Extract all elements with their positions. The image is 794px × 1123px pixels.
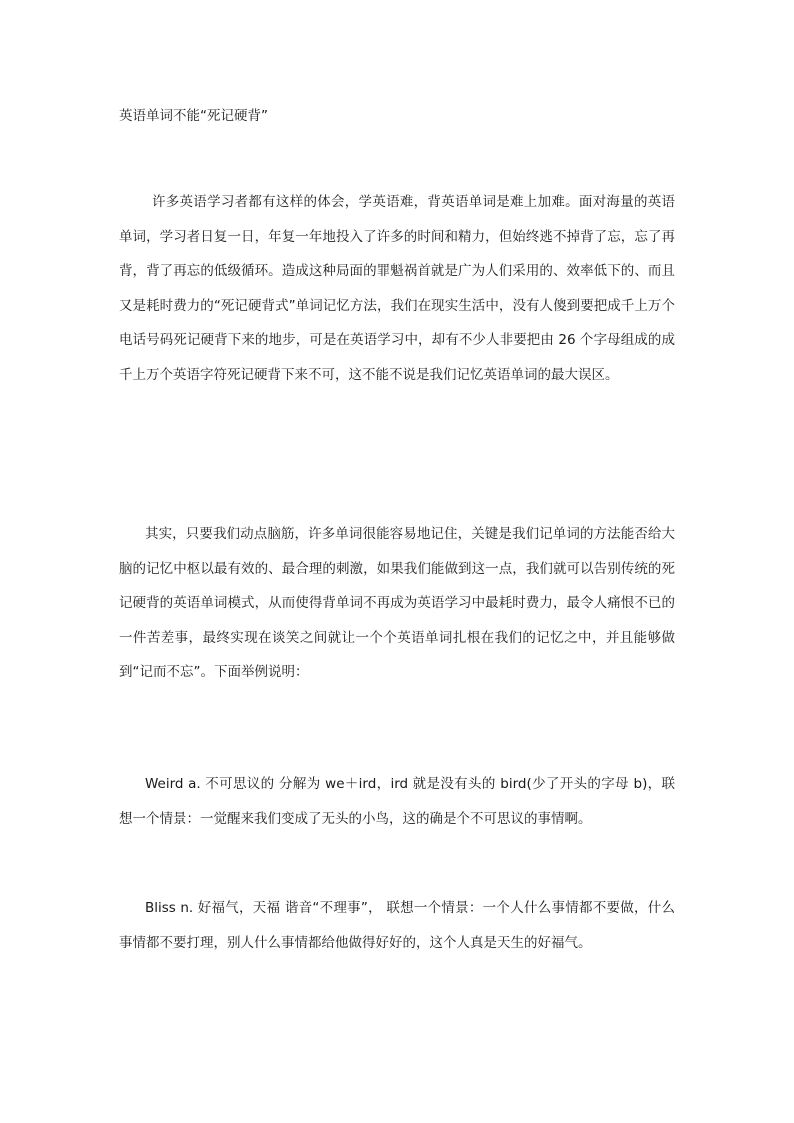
paragraph-intro: 许多英语学习者都有这样的体会，学英语难，背英语单词是难上加难。面对海量的英语单词，学习者日复一日，年复一年地投入了许多的时间和精力，但始终逃不掉背了忘，忘了再背，背了再忘的低级循环。造成这种局面的罪魁祸首就是广为人们采用的、效率低下的、而且又是耗时费力的“死记硬背式”单词记忆方法，我们在现实生活中，没有人傻到要把成千上万个电话号码死记硬背下来的地步，可是在英语学习中，却有不少人非要把由 26 个字母组成的成千上万个英语字符死记硬背下来不可，这不能不说是我们记忆英语单词的最大误区。 (119, 194, 675, 383)
paragraph-example-bliss: Bliss n. 好福气，天福 谐音“不理事”， 联想一个情景：一个人什么事情都不要做，什么事情都不要打理，别人什么事情都给他做得好好的，这个人真是天生的好福气。 (119, 900, 675, 951)
paragraph-example-weird: Weird a. 不可思议的 分解为 we＋ird，ird 就是没有头的 bird(少了开头的字母 b)，联想一个情景：一觉醒来我们变成了无头的小鸟，这的确是个不可思议的事情啊。 (119, 776, 675, 827)
paragraph-method: 其实，只要我们动点脑筋，许多单词很能容易地记住，关键是我们记单词的方法能否给大脑的记忆中枢以最有效的、最合理的刺激，如果我们能做到这一点，我们就可以告别传统的死记硬背的英语单词模式，从而使得背单词不再成为英语学习中最耗时费力，最令人痛恨不已的一件苦差事，最终实现在谈笑之间就让一个个英语单词扎根在我们的记忆之中，并且能够做到“记而不忘”。下面举例说明： (119, 526, 675, 680)
document-title: 英语单词不能“死记硬背” (119, 108, 268, 124)
